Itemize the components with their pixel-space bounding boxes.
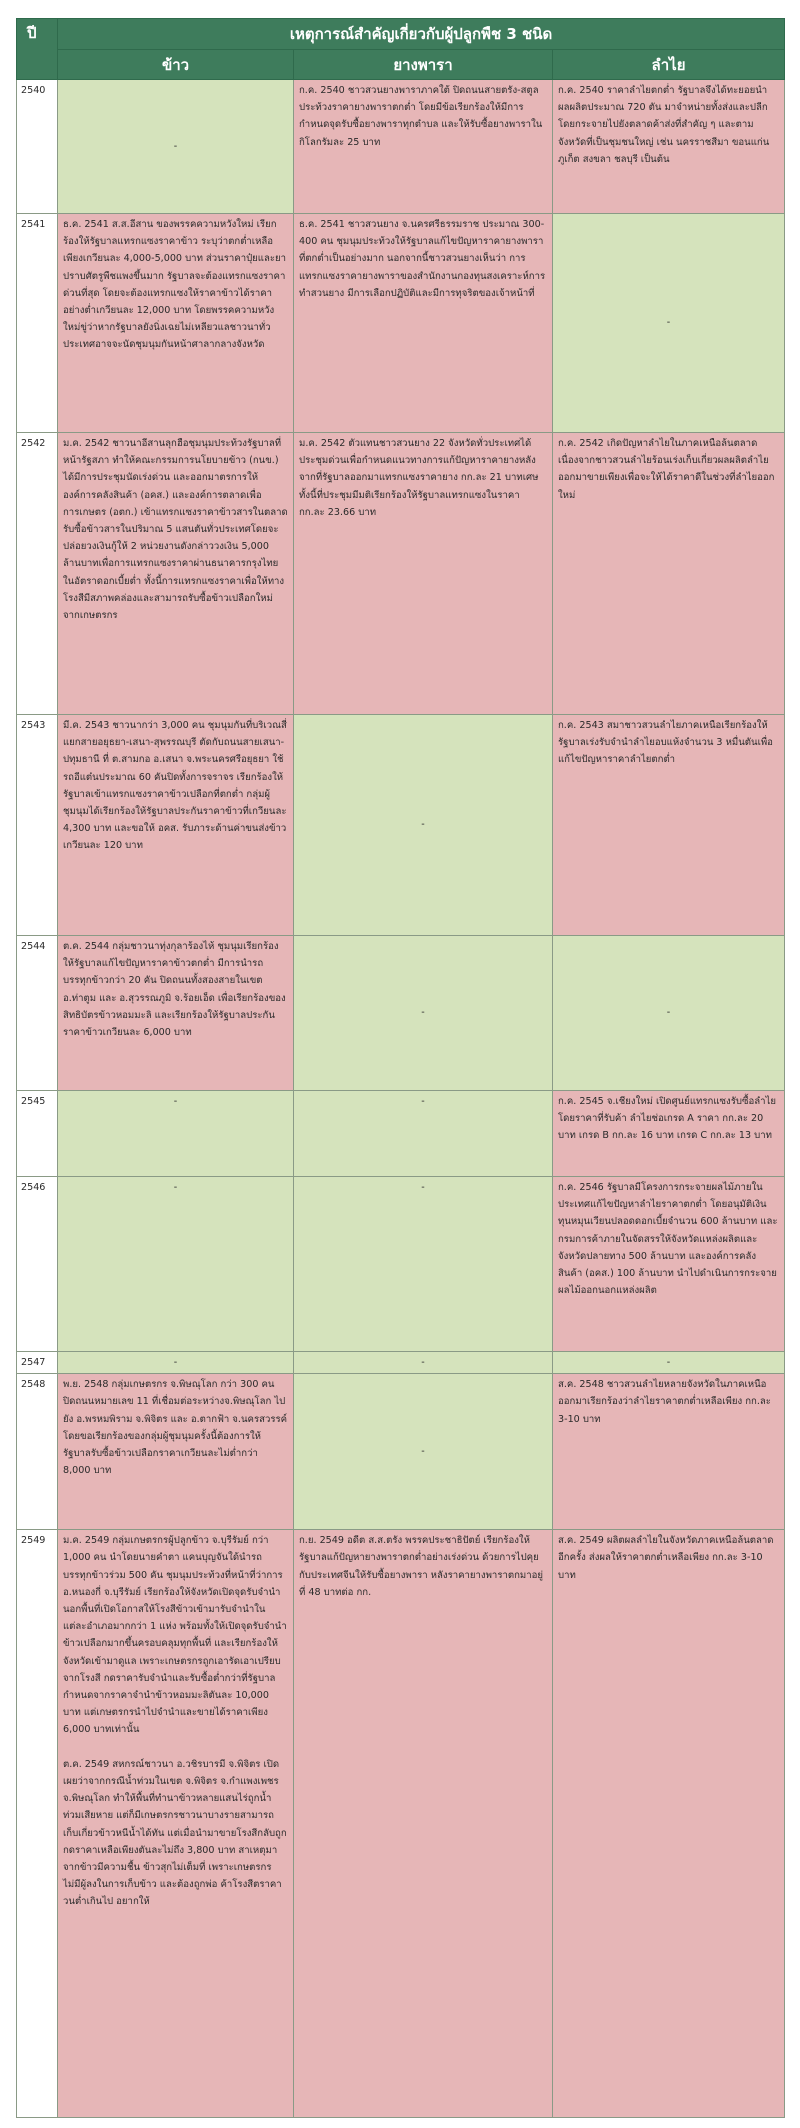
table-row <box>17 433 785 715</box>
year-cell: 2547 <box>17 1352 58 1374</box>
longan-cell: ก.ค. 2545 จ.เชียงใหม่ เปิดศูนย์แทรกแซงรับซื้อลำไย โดยราคาที่รับค้า ลำไยช่อเกรด A ราคา กก.ละ 20 บาท เกรด B กก.ละ 16 บาท เกรด C กก.ละ 13 บาท <box>553 1091 785 1177</box>
longan-cell: ส.ค. 2548 ชาวสวนลำไยหลายจังหวัดในภาคเหนือออกมาเรียกร้องว่าลำไยราคาตกต่ำเหลือเพียง กก.ละ 3-10 บาท <box>553 1374 785 1530</box>
longan-cell: ก.ค. 2546 รัฐบาลมีโครงการกระจายผลไม้ภายในประเทศแก้ไขปัญหาลำไยราคาตกต่ำ โดยอนุมัติเงินทุนหมุนเวียนปลอดดอกเบี้ยจำนวน 600 ล้านบาท และกรมการค้าภายในจัดสรรให้จังหวัดแหล่งผลิตและจังหวัดปลายทาง 500 ล้านบาท และองค์การคลังสินค้า (อคส.) 100 ล้านบาท นำไปดำเนินการกระจายผลไม้ออกนอกแหล่งผลิต <box>553 1177 785 1352</box>
header-rice: ข้าว <box>58 50 294 80</box>
rubber-cell: - <box>294 1352 553 1374</box>
year-cell: 2542 <box>17 433 58 715</box>
rubber-cell: ก.ย. 2549 อดีต ส.ส.ตรัง พรรคประชาธิปัตย์ เรียกร้องให้รัฐบาลแก้ปัญหายางพาราตกต่ำอย่างเร่งด่วน ด้วยการไปคุยกับประเทศจีนให้รับซื้อยางพารา หลังราคายางพาราตกมาอยู่ที่ 48 บาทต่อ กก. <box>294 1530 553 2118</box>
longan-cell: ก.ค. 2543 สมาชาวสวนลำไยภาคเหนือเรียกร้องให้รัฐบาลเร่งรับจำนำลำไยอบแห้งจำนวน 3 หมื่นตันเพื่อแก้ไขปัญหาราคาลำไยตกต่ำ <box>553 715 785 936</box>
rice-cell: ม.ค. 2542 ชาวนาอีสานลุกฮือชุมนุมประท้วงรัฐบาลที่หน้ารัฐสภา ทำให้คณะกรรมการนโยบายข้าว (กนข.) ได้มีการประชุมนัดเร่งด่วน และออกมาตรการให้องค์การคลังสินค้า (อคส.) และองค์การตลาดเพื่อการเกษตร (อตก.) เข้าแทรกแซงราคาข้าวสารในตลาดรับซื้อข้าวสารในปริมาณ 5 แสนตันทั่วประเทศโดยจะปล่อยวงเงินกู้ให้ 2 หน่วยงานดังกล่าววงเงิน 5,000 ล้านบาทเพื่อการแทรกแซงราคาผ่านธนาคารกรุงไทยในอัตราดอกเบี้ยต่ำ ทั้งนี้การแทรกแซงราคาเพื่อให้ทางโรงสีมีสภาพคล่องและสามารถรับซื้อข้าวเปลือกใหม่จากเกษตรกร <box>58 433 294 715</box>
rubber-cell: - <box>294 1091 553 1177</box>
table-row <box>17 1530 785 2118</box>
table-row <box>17 715 785 936</box>
rice-cell: มี.ค. 2543 ชาวนากว่า 3,000 คน ชุมนุมกันที่บริเวณสี่แยกสายอยุธยา-เสนา-สุพรรณบุรี ตัดกับถนนสายเสนา-ปทุมธานี ที่ ต.สามกอ อ.เสนา จ.พระนครศรีอยุธยา ใช้รถอีแต๋นประมาณ 60 คันปิดทั้งการจราจร เรียกร้องให้รัฐบาลเข้าแทรกแซงราคาข้าวเปลือกที่ตกต่ำ กลุ่มผู้ชุมนุมได้เรียกร้องให้รัฐบาลประกันราคาข้าวที่เกวียนละ 4,300 บาท และขอให้ อคส. รับภาระด้านค่าขนส่งข้าวเกวียนละ 120 บาท <box>58 715 294 936</box>
header-longan: ลำไย <box>553 50 785 80</box>
longan-cell: ก.ค. 2542 เกิดปัญหาลำไยในภาคเหนือล้นตลาด เนื่องจากชาวสวนลำไยร้อนเร่งเก็บเกี่ยวผลผลิตลำไยออกมาขายเพียงเพื่อจะให้ได้ราคาดีในช่วงที่ลำไยออกใหม่ <box>553 433 785 715</box>
year-cell: 2543 <box>17 715 58 936</box>
table-row <box>17 1352 785 1374</box>
year-cell: 2549 <box>17 1530 58 2118</box>
longan-cell: ก.ค. 2540 ราคาลำไยตกต่ำ รัฐบาลจึงได้ทะยอยนำผลผลิตประมาณ 720 ตัน มาจำหน่ายทั้งส่งและปลีก โดยกระจายไปยังตลาดค้าส่งที่สำคัญ ๆ และตามจังหวัดที่เป็นชุมชนใหญ่ เช่น นครราชสีมา ขอนแก่น ภูเก็ต สงขลา ชลบุรี เป็นต้น <box>553 80 785 214</box>
header-title: เหตุการณ์สำคัญเกี่ยวกับผู้ปลูกพืช 3 ชนิด <box>58 19 785 50</box>
table-row <box>17 1177 785 1352</box>
rubber-cell: - <box>294 1374 553 1530</box>
longan-cell: - <box>553 936 785 1091</box>
longan-cell: - <box>553 214 785 433</box>
rice-cell: - <box>58 80 294 214</box>
rice-cell: - <box>58 1091 294 1177</box>
year-cell: 2545 <box>17 1091 58 1177</box>
header-rubber: ยางพารา <box>294 50 553 80</box>
rice-cell: พ.ย. 2548 กลุ่มเกษตรกร จ.พิษณุโลก กว่า 300 คน ปิดถนนหมายเลข 11 ที่เชื่อมต่อระหว่างจ.พิษณุโลก ไปยัง อ.พรหมพิราม จ.พิจิตร และ อ.ตากฟ้า จ.นครสวรรค์ โดยขอเรียกร้องของกลุ่มผู้ชุมนุมครั้งนี้ต้องการให้รัฐบาลรับซื้อข้าวเปลือกราคาเกวียนละไม่ต่ำกว่า 8,000 บาท <box>58 1374 294 1530</box>
rice-cell: ธ.ค. 2541 ส.ส.อีสาน ของพรรคความหวังใหม่ เรียกร้องให้รัฐบาลแทรกแซงราคาข้าว ระบุว่าตกต่ำเหลือเพียงเกวียนละ 4,000-5,000 บาท ส่วนราคาปุ๋ยและยาปราบศัตรูพืชแพงขึ้นมาก รัฐบาลจะต้องแทรกแซงราคาด่วนที่สุด โดยจะต้องแทรกแซงให้ราคาข้าวได้ราคาอย่างต่ำเกวียนละ 12,000 บาท โดยพรรคความหวังใหม่ขู่ว่าหากรัฐบาลยังนิ่งเฉยไม่เหลียวแลชาวนาทั่วประเทศอาจจะนัดชุมนุมกันหน้าศาลากลางจังหวัด <box>58 214 294 433</box>
year-cell: 2548 <box>17 1374 58 1530</box>
table-row <box>17 936 785 1091</box>
table-row <box>17 80 785 214</box>
rubber-cell: - <box>294 1177 553 1352</box>
rubber-cell: - <box>294 715 553 936</box>
rubber-cell: ธ.ค. 2541 ชาวสวนยาง จ.นครศรีธรรมราช ประมาณ 300-400 คน ชุมนุมประท้วงให้รัฐบาลแก้ไขปัญหาราคายางพาราที่ตกต่ำเป็นอย่างมาก นอกจากนี้ชาวสวนยางเห็นว่า การแทรกแซงราคายางพาราของสำนักงานกองทุนสงเคราะห์การทำสวนยาง มีการเลือกปฏิบัติและมีการทุจริตของเจ้าหน้าที่ <box>294 214 553 433</box>
rubber-cell: - <box>294 936 553 1091</box>
table-row <box>17 214 785 433</box>
year-cell: 2541 <box>17 214 58 433</box>
year-cell: 2540 <box>17 80 58 214</box>
header-year: ปี <box>17 19 58 80</box>
rice-cell: - <box>58 1177 294 1352</box>
table-row <box>17 1374 785 1530</box>
rubber-cell: ม.ค. 2542 ตัวแทนชาวสวนยาง 22 จังหวัดทั่วประเทศได้ประชุมด่วนเพื่อกำหนดแนวทางการแก้ปัญหาราคายางหลังจากที่รัฐบาลออกมาแทรกแซงราคายาง กก.ละ 21 บาทเศษ ทั้งนี้ที่ประชุมมีมติเรียกร้องให้รัฐบาลแทรกแซงในราคา กก.ละ 23.66 บาท <box>294 433 553 715</box>
year-cell: 2544 <box>17 936 58 1091</box>
rice-cell: ต.ค. 2544 กลุ่มชาวนาทุ่งกุลาร้องไห้ ชุมนุมเรียกร้องให้รัฐบาลแก้ไขปัญหาราคาข้าวตกต่ำ มีการนำรถบรรทุกข้าวกว่า 20 คัน ปิดถนนทั้งสองสายในเขต อ.ท่าตูม และ อ.สุวรรณภูมิ จ.ร้อยเอ็ด เพื่อเรียกร้องของสิทธิบัตรข้าวหอมมะลิ และเรียกร้องให้รัฐบาลประกันราคาข้าวเกวียนละ 6,000 บาท <box>58 936 294 1091</box>
rice-cell: - <box>58 1352 294 1374</box>
events-table-wrapper <box>16 18 784 2118</box>
table-row <box>17 1091 785 1177</box>
year-cell: 2546 <box>17 1177 58 1352</box>
events-table <box>16 18 785 2118</box>
longan-cell: ส.ค. 2549 ผลิตผลลำไยในจังหวัดภาคเหนือล้นตลาดอีกครั้ง ส่งผลให้ราคาตกต่ำเหลือเพียง กก.ละ 3-10 บาท <box>553 1530 785 2118</box>
rice-cell: ม.ค. 2549 กลุ่มเกษตรกรผู้ปลูกข้าว จ.บุรีรัมย์ กว่า 1,000 คน นำโดยนายคำตา แคนบุญจันใด้นำรถบรรทุกข้าวร่วม 500 คัน ชุมนุมประท้วงที่หน้าที่ว่าการ อ.หนองกี่ จ.บุรีรัมย์ เรียกร้องให้จังหวัดเปิดจุดรับจำนำนอกพื้นที่เปิดโอกาสให้โรงสีข้าวเข้ามารับจำนำในแต่ละอำเภอมากกว่า 1 แห่ง พร้อมทั้งให้เปิดจุดรับจำนำข้าวเปลือกมากขึ้นครอบคลุมทุกพื้นที่ และเรียกร้องให้จังหวัดเข้ามาดูแล เพราะเกษตรกรถูกเอารัดเอาเปรียบจากโรงสี กดราคารับจำนำและรับซื้อต่ำกว่าที่รัฐบาลกำหนดจากราคาจำนำข้าวหอมมะลิตันละ 10,000 บาท แต่เกษตรกรนำไปจำนำและขายได้ราคาเพียง 6,000 บาทเท่านั้น ต.ค. 2549 สหกรณ์ชาวนา อ.วชิรบารมี จ.พิจิตร เปิดเผยว่าจากกรณีน้ำท่วมในเขต จ.พิจิตร จ.กำแพงเพชร จ.พิษณุโลก ทำให้พื้นที่ทำนาข้าวหลายแสนไร่ถูกน้ำท่วมเสียหาย แต่ก็มีเกษตรกรชาวนาบางรายสามารถเก็บเกี่ยวข้าวหนีน้ำได้ทัน แต่เมื่อนำมาขายโรงสีกลับถูกกดราคาเหลือเพียงตันละไม่ถึง 3,800 บาท สาเหตุมาจากข้าวมีความชื้น ข้าวสุกไม่เต็มที่ เพราะเกษตรกรไม่มีผู้ลงในการเก็บข้าว และต้องถูกพ่อ ค้าโรงสีตราคาวนต่ำเกินไป อยากให้ <box>58 1530 294 2118</box>
rubber-cell: ก.ค. 2540 ชาวสวนยางพาราภาคใต้ ปิดถนนสายตรัง-สตูล ประท้วงราคายางพาราตกต่ำ โดยมีข้อเรียกร้องให้มีการกำหนดจุดรับซื้อยางพาราทุกตำบล และให้รับซื้อยางพาราในกิโลกรัมละ 25 บาท <box>294 80 553 214</box>
longan-cell: - <box>553 1352 785 1374</box>
